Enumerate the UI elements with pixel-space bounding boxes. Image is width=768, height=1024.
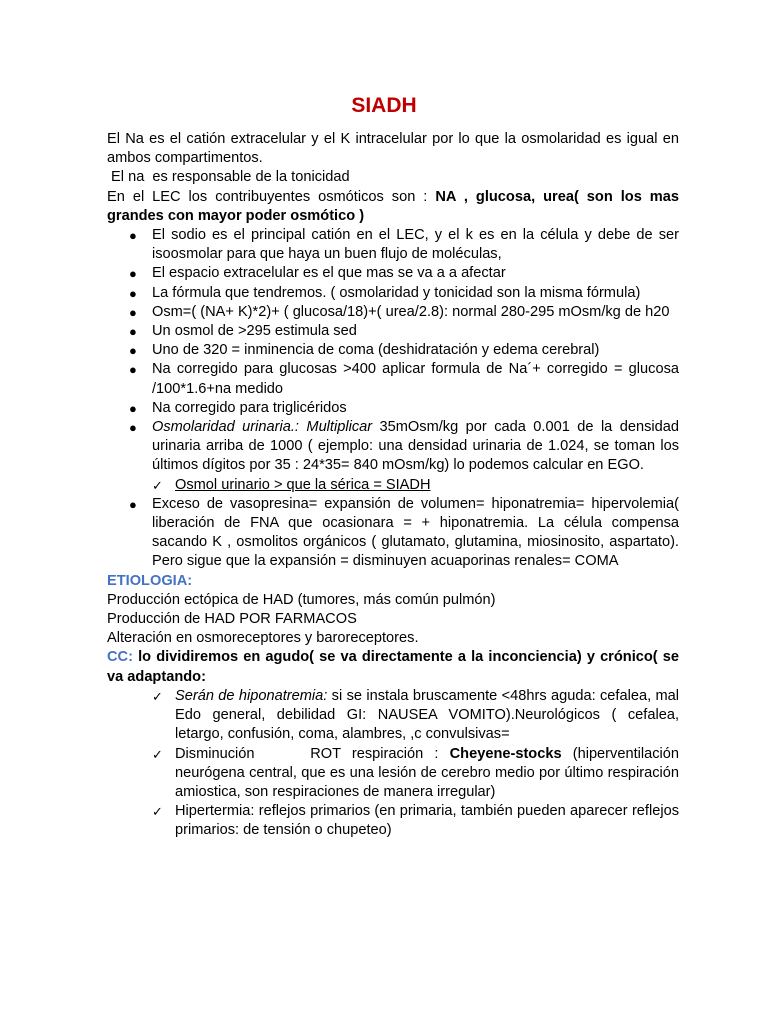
- lec-bold-text: NA , glucosa, urea( son los mas grandes con mayor poder osmótico ): [107, 188, 680, 224]
- bullet-list-2: [107, 495, 679, 572]
- etiologia-line: Producción ectópica de HAD (tumores, más común pulmón): [107, 591, 496, 608]
- list-item-text: Exceso de vasopresina= expansión de volumen= hiponatremia= hipervolemia( liberación de FNA que ocasionara = + hiponatremia. La célula compensa sacando K , osmolitos orgánicos ( glutamato, glutamina, miosinosito, aspartato). Pero sigue que la expansión = disminuyen acuaporinas renales= COMA: [152, 495, 679, 570]
- urinary-text: 35mOsm/kg por cada 0.001 de la densidad urinaria arriba de 1000 ( ejemplo: una densidad urinaria de 1.024, se toman los últimos dígitos por 35 : 24*35= 840 mOsm/kg) lo podemos calcular en EGO.: [152, 419, 679, 474]
- list-item-urinary: [107, 418, 679, 476]
- list-item: [107, 399, 679, 418]
- hiponatremia-text: si se instala bruscamente <48hrs aguda: cefalea, mal Edo general, debilidad GI: NAUSEA VOMITO).Neurológicos ( cefalea, letargo, confusión, coma, alambres, ,c convulsivas=: [175, 687, 679, 743]
- bullet-marker: ●: [129, 285, 137, 301]
- checkmark-icon: ✓: [152, 688, 163, 704]
- bullet-marker: ●: [129, 343, 137, 359]
- etiologia-line: Alteración en osmoreceptores y baroreceptores.: [107, 630, 419, 647]
- urinary-italic: Osmolaridad urinaria.: Multiplicar: [152, 419, 373, 436]
- checkmark-icon: ✓: [152, 804, 163, 820]
- list-item: [107, 303, 679, 322]
- list-item-text: Na corregido para triglicéridos: [152, 399, 347, 416]
- list-item: [107, 226, 679, 264]
- list-item: [107, 360, 679, 398]
- hiponatremia-italic: Serán de hiponatremia:: [175, 687, 328, 704]
- cheyene-stocks-text: Cheyene-stocks: [449, 745, 562, 762]
- list-item-text: El sodio es el principal catión en el LEC, y el k es en la célula y debe de ser isoosmolar para que haya un buen flujo de moléculas,: [152, 227, 679, 263]
- list-item: [107, 284, 679, 303]
- bullet-marker: ●: [129, 324, 137, 340]
- checkmark-icon: ✓: [152, 746, 163, 762]
- bullet-marker: ●: [129, 362, 137, 378]
- etiologia-heading: ETIOLOGIA:: [107, 572, 193, 589]
- cc-bold-text: lo dividiremos en agudo( se va directamente a la inconciencia) y crónico( se va adaptando:: [107, 649, 679, 685]
- bullet-list: [107, 226, 679, 476]
- list-item-vasopresina: [107, 495, 679, 572]
- tonicidad-line: El na es responsable de la tonicidad: [107, 169, 350, 186]
- etiologia-line: Producción de HAD POR FARMACOS: [107, 611, 357, 628]
- bullet-marker: ●: [129, 420, 137, 436]
- lec-paragraph: [107, 188, 679, 226]
- list-item-text: Un osmol de >295 estimula sed: [152, 323, 357, 340]
- check-item-rot: [107, 745, 679, 803]
- bullet-marker: ●: [129, 400, 137, 416]
- cc-paragraph: [107, 648, 679, 686]
- list-item-text: El espacio extracelular es el que mas se va a a afectar: [152, 265, 506, 282]
- rot-text: Disminución ROT respiración :: [175, 745, 450, 762]
- cc-heading: CC:: [107, 649, 133, 666]
- list-item: [107, 322, 679, 341]
- list-item-text: La fórmula que tendremos. ( osmolaridad y tonicidad son la misma fórmula): [152, 284, 641, 301]
- document-title: SIADH: [351, 94, 417, 117]
- list-item-text: Na corregido para glucosas >400 aplicar formula de Na´+ corregido = glucosa /100*1.6+na medido: [152, 361, 679, 397]
- lec-text: En el LEC los contribuyentes osmóticos son :: [107, 188, 436, 205]
- bullet-marker: ●: [129, 496, 137, 512]
- document-body: [107, 130, 679, 841]
- list-item-text: Uno de 320 = inminencia de coma (deshidratación y edema cerebral): [152, 342, 600, 359]
- rot-text-tail: (hiperventilación neurógena central, que es una lesión de cerebro medio por último respiración amiostica, son respiraciones de manera irregular): [175, 745, 679, 800]
- siadh-rule: Osmol urinario > que la sérica = SIADH: [175, 476, 431, 493]
- check-item-hipertermia: [107, 802, 679, 840]
- list-item-text: Osm=( (NA+ K)*2)+ ( glucosa/18)+( urea/2.8): normal 280-295 mOsm/kg de h20: [152, 303, 670, 320]
- check-item-hiponatremia: [107, 687, 679, 745]
- bullet-marker: ●: [129, 304, 137, 320]
- list-item: [107, 264, 679, 283]
- hipertermia-text: Hipertermia: reflejos primarios (en primaria, también pueden aparecer reflejos primarios: de tensión o chupeteo): [175, 803, 679, 839]
- checkmark-icon: ✓: [152, 477, 163, 493]
- list-item: [107, 341, 679, 360]
- intro-paragraph: El Na es el catión extracelular y el K intracelular por lo que la osmolaridad es igual en ambos compartimentos.: [107, 131, 679, 167]
- check-item-siadh: [107, 476, 679, 495]
- bullet-marker: ●: [129, 266, 137, 282]
- bullet-marker: ●: [129, 228, 137, 244]
